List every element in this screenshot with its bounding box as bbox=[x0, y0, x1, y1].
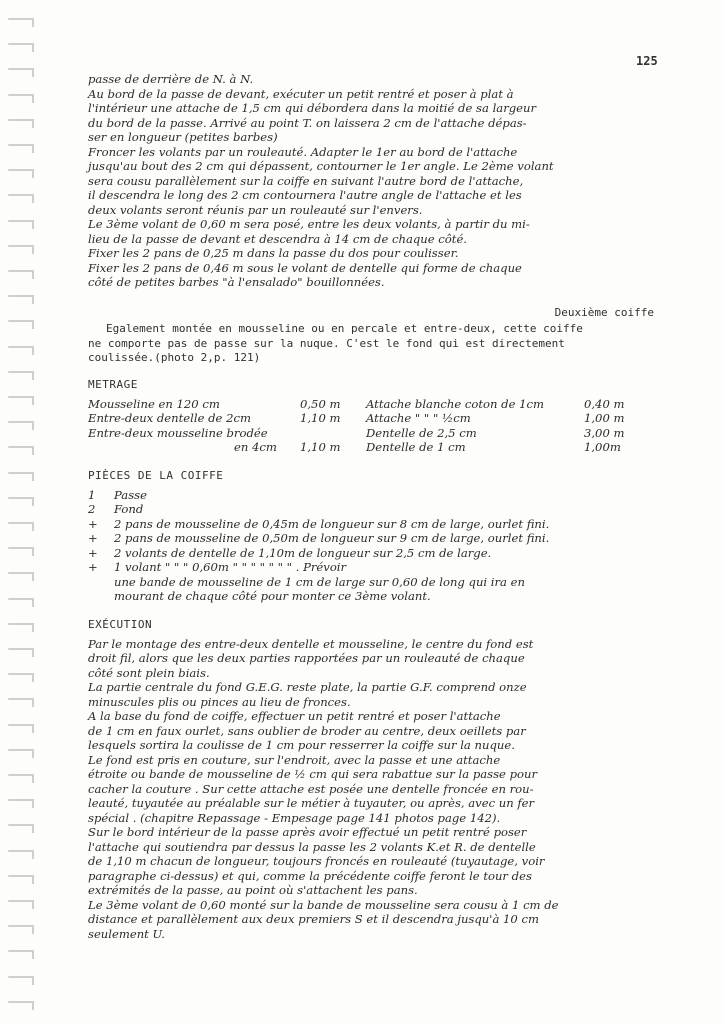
binder-hole bbox=[8, 497, 34, 499]
piece-mark: + bbox=[88, 531, 98, 545]
intro-line: Froncer les volants par un rouleauté. Adapter le 1er au bord de l'attache bbox=[88, 144, 518, 159]
intro-line: il descendra le long des 2 cm contournera l'autre angle de l'attache et les bbox=[88, 188, 522, 202]
binder-hole bbox=[8, 875, 34, 877]
section-intro-line: Egalement montée en mousseline ou en percale et entre-deux, cette coiffe bbox=[106, 322, 583, 335]
binder-hole bbox=[8, 572, 34, 574]
execution-line: Le 3ème volant de 0,60 monté sur la bande de mousseline sera cousu à 1 cm de bbox=[88, 897, 559, 912]
binder-hole bbox=[8, 698, 34, 700]
execution-line: côté sont plein biais. bbox=[88, 665, 210, 680]
section-title: Deuxième coiffe bbox=[554, 305, 654, 319]
binder-hole bbox=[8, 724, 34, 726]
execution-line: Sur le bord intérieur de la passe après avoir effectué un petit rentré poser bbox=[88, 825, 527, 839]
intro-line: Le 3ème volant de 0,60 m sera posé, entre les deux volants, à partir du mi- bbox=[88, 217, 530, 231]
intro-line: Fixer les 2 pans de 0,46 m sous le volant de dentelle qui forme de chaque bbox=[88, 260, 522, 275]
metrage-left-item: Mousseline en 120 cm bbox=[88, 396, 220, 411]
metrage-table bbox=[88, 397, 658, 455]
binder-hole bbox=[8, 598, 34, 600]
binder-hole bbox=[8, 673, 34, 675]
binder-hole bbox=[8, 446, 34, 448]
binder-hole bbox=[8, 421, 34, 423]
intro-line: passe de derrière de N. à N. bbox=[88, 72, 254, 86]
metrage-heading: METRAGE bbox=[88, 377, 138, 391]
execution-line: Le fond est pris en couture, sur l'endroit, avec la passe et une attache bbox=[88, 752, 501, 767]
metrage-right-qty: 1,00m bbox=[584, 440, 621, 454]
execution-line: l'attache qui soutiendra par dessus la passe les 2 volants K.et R. de dentelle bbox=[88, 839, 536, 854]
piece-row bbox=[88, 575, 658, 590]
intro-line: lieu de la passe de devant et descendra à 14 cm de chaque côté. bbox=[88, 231, 467, 246]
metrage-left-qty: 1,10 m bbox=[300, 411, 341, 425]
metrage-left-item: Entre-deux mousseline brodée bbox=[88, 425, 268, 440]
piece-text: 2 volants de dentelle de 1,10m de longueur sur 2,5 cm de large. bbox=[114, 545, 492, 560]
binder-hole bbox=[8, 43, 34, 45]
binder-hole bbox=[8, 18, 34, 20]
metrage-left-item: en 4cm bbox=[234, 440, 277, 454]
page-number: 125 bbox=[636, 54, 658, 68]
metrage-right-qty: 3,00 m bbox=[584, 425, 625, 440]
intro-line: sera cousu parallèlement sur la coiffe en suivant l'autre bord de l'attache, bbox=[88, 173, 524, 188]
page-content bbox=[88, 72, 658, 941]
binder-hole bbox=[8, 94, 34, 96]
binder-hole bbox=[8, 472, 34, 474]
execution-line: A la base du fond de coiffe, effectuer un petit rentré et poser l'attache bbox=[88, 709, 501, 723]
binder-hole bbox=[8, 270, 34, 272]
execution-line: extrémités de la passe, au point où s'attachent les pans. bbox=[88, 883, 418, 897]
piece-row bbox=[88, 560, 658, 575]
execution-line: de 1 cm en faux ourlet, sans oublier de broder au centre, deux oeillets par bbox=[88, 723, 526, 738]
execution-line: distance et parallèlement aux deux premiers S et il descendra jusqu'à 10 cm bbox=[88, 912, 539, 926]
piece-row bbox=[88, 502, 658, 517]
metrage-left-qty: 1,10 m bbox=[300, 440, 341, 454]
piece-row bbox=[88, 517, 658, 532]
piece-text: mourant de chaque côté pour monter ce 3ème volant. bbox=[114, 589, 431, 603]
execution-line: La partie centrale du fond G.E.G. reste plate, la partie G.F. comprend onze bbox=[88, 680, 527, 694]
metrage-left-qty: 0,50 m bbox=[300, 396, 341, 411]
piece-text: 2 pans de mousseline de 0,50m de longueur sur 9 cm de large, ourlet fini. bbox=[114, 531, 550, 545]
piece-row bbox=[88, 589, 658, 604]
binder-hole bbox=[8, 371, 34, 373]
piece-mark: + bbox=[88, 560, 98, 574]
intro-line: l'intérieur une attache de 1,5 cm qui débordera dans la moitié de sa largeur bbox=[88, 101, 537, 115]
intro-line: Au bord de la passe de devant, exécuter un petit rentré et poser à plat à bbox=[88, 86, 514, 101]
section-intro bbox=[88, 322, 658, 366]
pieces-heading: PIÈCES DE LA COIFFE bbox=[88, 468, 224, 482]
intro-line: deux volants seront réunis par un rouleauté sur l'envers. bbox=[88, 202, 423, 217]
metrage-right-qty: 1,00 m bbox=[584, 411, 625, 425]
binder-hole bbox=[8, 144, 34, 146]
piece-mark: 1 bbox=[88, 487, 96, 502]
piece-mark bbox=[88, 575, 114, 590]
pieces-list bbox=[88, 488, 658, 604]
binder-hole bbox=[8, 824, 34, 826]
metrage-right-item: Dentelle de 2,5 cm bbox=[366, 425, 477, 440]
binder-hole bbox=[8, 900, 34, 902]
piece-row bbox=[88, 546, 658, 561]
binder-hole bbox=[8, 68, 34, 70]
piece-row bbox=[88, 531, 658, 546]
section-intro-line: ne comporte pas de passe sur la nuque. C'est le fond qui est directement bbox=[88, 336, 565, 350]
binder-hole bbox=[8, 925, 34, 927]
intro-line: jusqu'au bout des 2 cm qui dépassent, contourner le 1er angle. Le 2ème volant bbox=[88, 159, 554, 173]
execution-line: paragraphe ci-dessus) et qui, comme la précédente coiffe feront le tour des bbox=[88, 868, 532, 883]
binder-hole bbox=[8, 194, 34, 196]
execution-line: lesquels sortira la coulisse de 1 cm pour resserrer la coiffe sur la nuque. bbox=[88, 738, 515, 752]
piece-text: Fond bbox=[114, 502, 144, 516]
piece-text: Passe bbox=[114, 487, 147, 502]
execution-line: Par le montage des entre-deux dentelle et mousseline, le centre du fond est bbox=[88, 636, 534, 651]
intro-line: ser en longueur (petites barbes) bbox=[88, 130, 278, 144]
execution-line: leauté, tuyautée au préalable sur le métier à tuyauter, ou après, avec un fer bbox=[88, 796, 535, 810]
intro-paragraph bbox=[88, 72, 658, 290]
execution-line: minuscules plis ou pinces au lieu de fronces. bbox=[88, 694, 351, 709]
binder-hole bbox=[8, 119, 34, 121]
binder-hole bbox=[8, 320, 34, 322]
intro-line: côté de petites barbes "à l'ensalado" bouillonnées. bbox=[88, 275, 385, 289]
piece-text: 1 volant " " " 0,60m " " " " " " " . Prévoir bbox=[114, 560, 347, 574]
metrage-left-item: Entre-deux dentelle de 2cm bbox=[88, 411, 251, 425]
metrage-right-item: Dentelle de 1 cm bbox=[366, 440, 466, 454]
binder-hole bbox=[8, 648, 34, 650]
piece-mark: + bbox=[88, 545, 98, 560]
metrage-left-qty bbox=[300, 426, 366, 441]
binder-hole bbox=[8, 799, 34, 801]
binder-hole bbox=[8, 976, 34, 978]
piece-text: une bande de mousseline de 1 cm de large sur 0,60 de long qui ira en bbox=[114, 574, 525, 589]
execution-line: cacher la couture . Sur cette attache est posée une dentelle froncée en rou- bbox=[88, 781, 534, 796]
binder-hole bbox=[8, 169, 34, 171]
binder-hole bbox=[8, 245, 34, 247]
metrage-right-item: Attache " " " ½cm bbox=[366, 411, 471, 425]
piece-text: 2 pans de mousseline de 0,45m de longueur sur 8 cm de large, ourlet fini. bbox=[114, 516, 550, 531]
binder-hole bbox=[8, 396, 34, 398]
execution-line: spécial . (chapitre Repassage - Empesage page 141 photos page 142). bbox=[88, 810, 501, 825]
intro-line: Fixer les 2 pans de 0,25 m dans la passe du dos pour coulisser. bbox=[88, 246, 459, 260]
piece-mark: 2 bbox=[88, 502, 96, 516]
binder-hole bbox=[8, 850, 34, 852]
binder-hole bbox=[8, 522, 34, 524]
binder-hole bbox=[8, 220, 34, 222]
binder-hole bbox=[8, 749, 34, 751]
binder-hole bbox=[8, 547, 34, 549]
intro-line: du bord de la passe. Arrivé au point T. on laissera 2 cm de l'attache dépas- bbox=[88, 115, 527, 130]
execution-paragraph bbox=[88, 637, 658, 942]
binder-hole bbox=[8, 623, 34, 625]
binder-hole bbox=[8, 950, 34, 952]
section-intro-line: coulissée.(photo 2,p. 121) bbox=[88, 351, 261, 364]
metrage-right-item: Attache blanche coton de 1cm bbox=[366, 396, 545, 411]
execution-heading: EXÉCUTION bbox=[88, 617, 153, 631]
execution-line: de 1,10 m chacun de longueur, toujours froncés en rouleauté (tuyautage, voir bbox=[88, 854, 545, 868]
piece-row bbox=[88, 488, 658, 503]
execution-line: seulement U. bbox=[88, 926, 165, 941]
piece-mark bbox=[88, 589, 114, 604]
execution-line: droit fil, alors que les deux parties rapportées par un rouleauté de chaque bbox=[88, 651, 525, 665]
binder-hole bbox=[8, 1001, 34, 1003]
binder-hole bbox=[8, 774, 34, 776]
execution-line: étroite ou bande de mousseline de ½ cm qui sera rabattue sur la passe pour bbox=[88, 767, 538, 781]
binder-holes bbox=[8, 0, 38, 1024]
piece-mark: + bbox=[88, 516, 98, 531]
metrage-right-qty: 0,40 m bbox=[584, 396, 625, 411]
binder-hole bbox=[8, 295, 34, 297]
binder-hole bbox=[8, 346, 34, 348]
